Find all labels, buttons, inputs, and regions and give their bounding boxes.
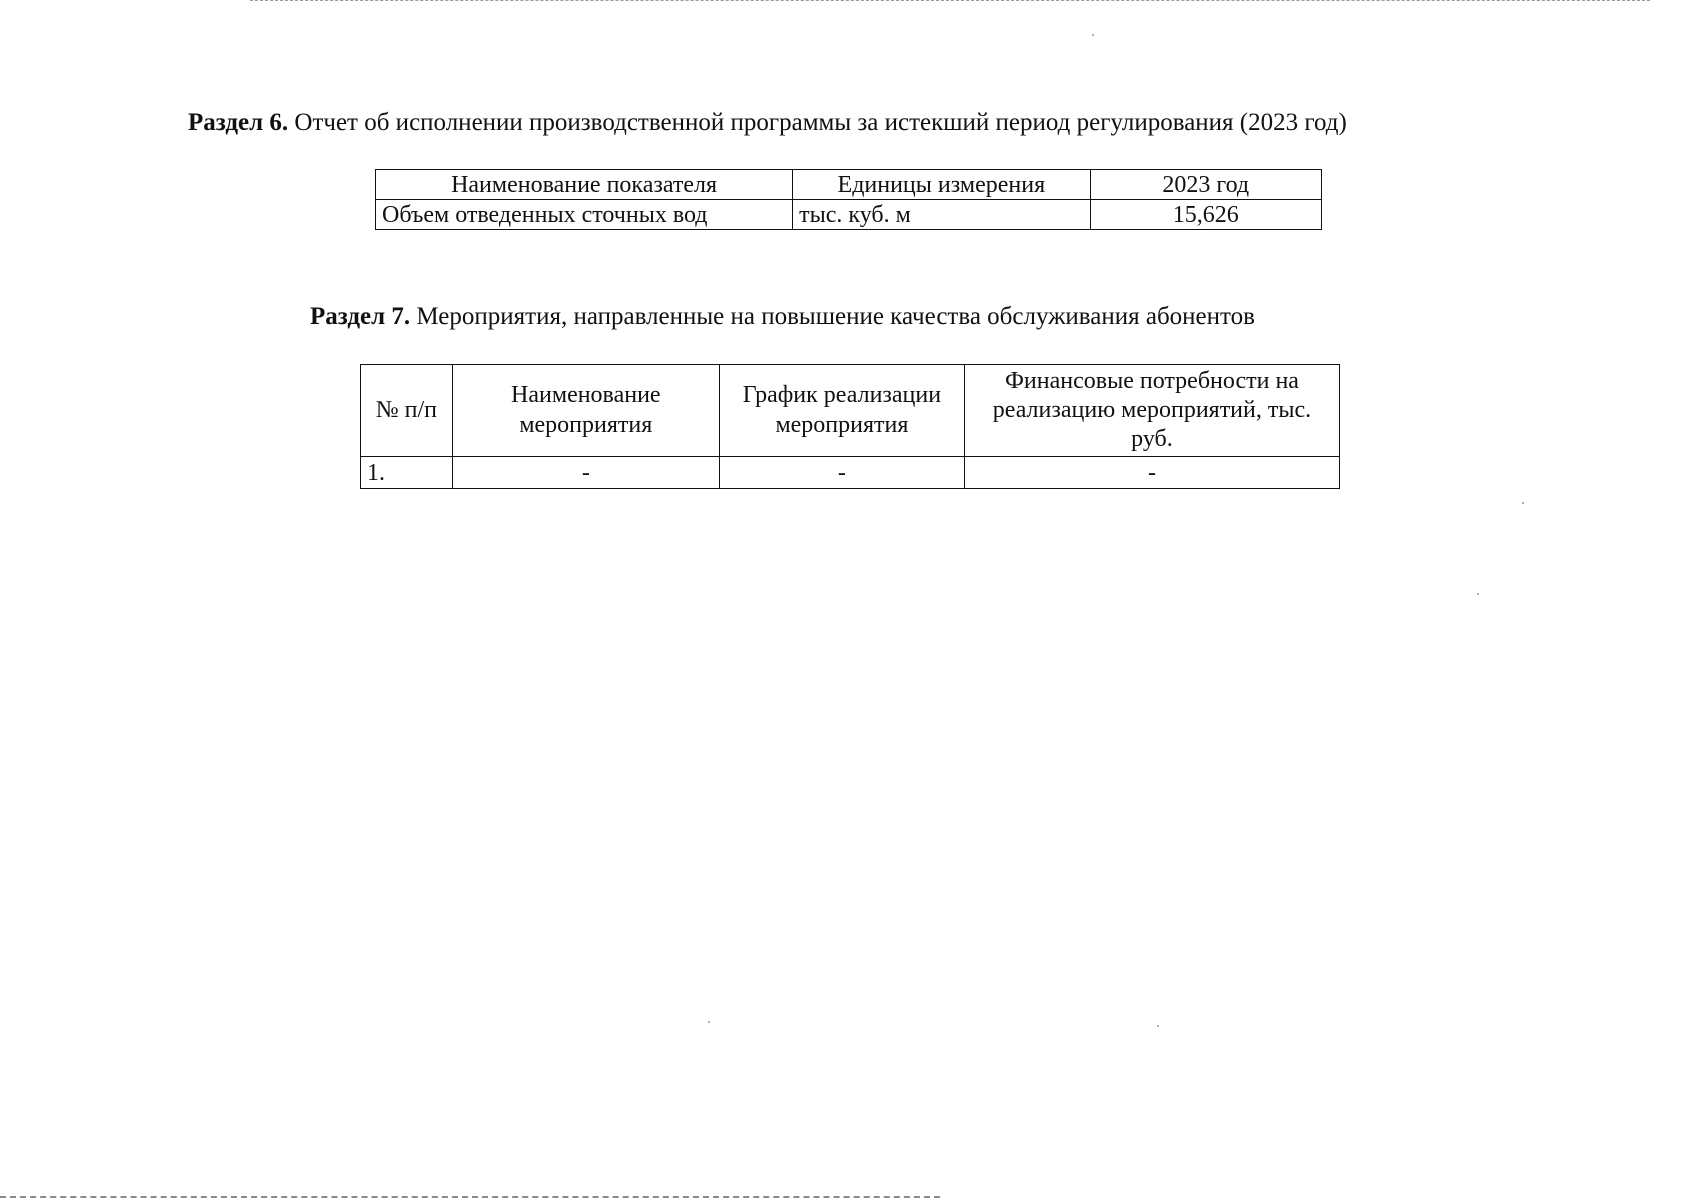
scan-speck [1157, 1025, 1159, 1027]
production-program-table [375, 169, 1322, 230]
table-row [376, 200, 1322, 230]
section-6-heading [188, 110, 1347, 135]
column-header-indicator: Наименование показателя [376, 170, 793, 200]
service-quality-measures-table [360, 364, 1340, 489]
cell-indicator-name: Объем отведенных сточных вод [376, 200, 793, 230]
column-header-financing: Финансовые потребности на реализацию мероприятий, тыс. руб. [964, 365, 1339, 457]
column-header-units: Единицы измерения [793, 170, 1090, 200]
scan-speck [708, 1021, 710, 1023]
cell-number: 1. [361, 457, 453, 489]
column-header-year: 2023 год [1090, 170, 1321, 200]
section-6-label: Раздел 6. [188, 109, 289, 136]
column-header-measure-name: Наименование мероприятия [452, 365, 719, 457]
table-header-row [361, 365, 1340, 457]
column-header-number: № п/п [361, 365, 453, 457]
cell-financing: - [964, 457, 1339, 489]
table-row [361, 457, 1340, 489]
cell-measure-name: - [452, 457, 719, 489]
section-6-title: Отчет об исполнении производственной программы за истекший период регулирования (2023 год) [294, 109, 1347, 136]
cell-schedule: - [719, 457, 964, 489]
table-header-row [376, 170, 1322, 200]
section-7-heading [310, 304, 1255, 329]
scan-speck [1092, 34, 1094, 36]
cell-units: тыс. куб. м [793, 200, 1090, 230]
scan-speck [1522, 502, 1524, 504]
column-header-schedule: График реализации мероприятия [719, 365, 964, 457]
cell-value: 15,626 [1090, 200, 1321, 230]
section-7-label: Раздел 7. [310, 303, 411, 330]
scan-edge-top [250, 0, 1650, 1]
section-7-title: Мероприятия, направленные на повышение качества обслуживания абонентов [416, 303, 1255, 330]
scan-edge-bottom [0, 1196, 940, 1198]
scan-speck [1477, 593, 1479, 595]
